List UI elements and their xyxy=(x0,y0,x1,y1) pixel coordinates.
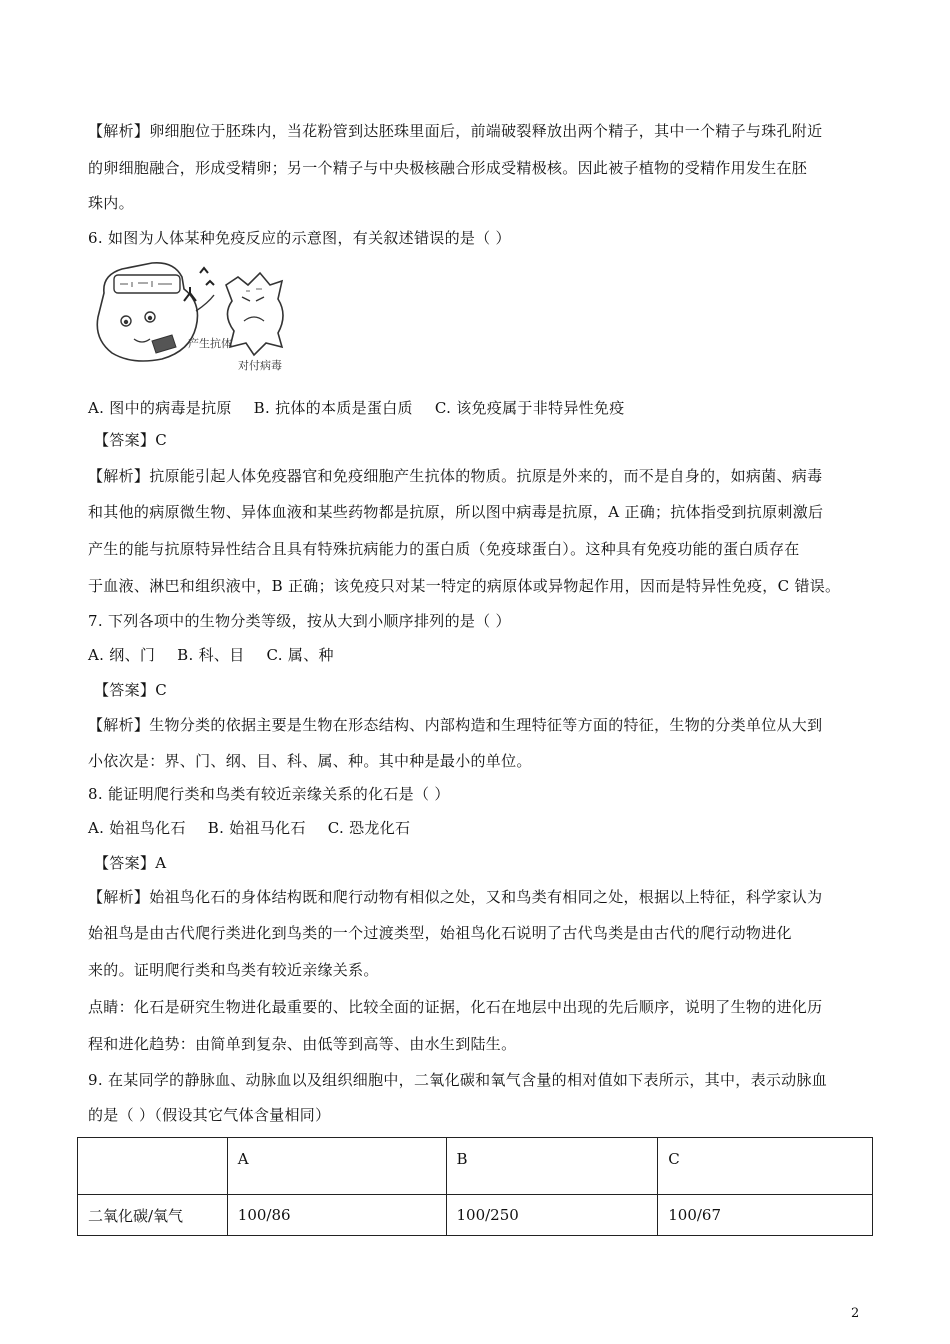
q8-option-c: C. 恐龙化石 xyxy=(327,819,411,837)
table-header-cell xyxy=(78,1138,228,1195)
q6-analysis-line-3: 产生的能与抗原特异性结合且具有特殊抗病能力的蛋白质（免疫球蛋白）。这种具有免疫功能的蛋白质存在 xyxy=(88,540,800,558)
q8-analysis-line-2: 始祖鸟是由古代爬行类进化到鸟类的一个过渡类型，始祖鸟化石说明了古代鸟类是由古代的爬行动物进化 xyxy=(88,924,792,942)
table-header-cell: B xyxy=(446,1138,658,1195)
q8-note-line-1: 点睛：化石是研究生物进化最重要的、比较全面的证据，化石在地层中出现的先后顺序，说明了生物的进化历 xyxy=(88,998,823,1016)
q8-options xyxy=(88,818,410,838)
q8-option-a: A. 始祖鸟化石 xyxy=(88,819,186,837)
q6-options xyxy=(88,398,625,418)
immune-response-illustration xyxy=(92,255,302,375)
table-cell: 100/250 xyxy=(446,1195,658,1236)
table-header-row xyxy=(78,1138,873,1195)
q7-analysis-line-1: 【解析】生物分类的依据主要是生物在形态结构、内部构造和生理特征等方面的特征，生物的分类单位从大到 xyxy=(88,716,823,734)
q6-option-a: A. 图中的病毒是抗原 xyxy=(88,399,232,417)
q8-analysis-line-3: 来的。证明爬行类和鸟类有较近亲缘关系。 xyxy=(88,961,379,979)
table-cell: 100/67 xyxy=(658,1195,873,1236)
q6-answer: 【答案】C xyxy=(94,431,167,449)
figure-label-antibody: 产生抗体 xyxy=(188,337,232,350)
q7-option-b: B. 科、目 xyxy=(177,646,245,664)
table-row xyxy=(78,1195,873,1236)
q5-analysis-line-1: 【解析】卵细胞位于胚珠内，当花粉管到达胚珠里面后，前端破裂释放出两个精子，其中一个精子与珠孔附近 xyxy=(88,122,823,140)
q8-note-line-2: 程和进化趋势：由简单到复杂、由低等到高等、由水生到陆生。 xyxy=(88,1035,517,1053)
gas-content-table xyxy=(77,1137,873,1236)
q7-answer: 【答案】C xyxy=(94,681,167,699)
q8-analysis-line-1: 【解析】始祖鸟化石的身体结构既和爬行动物有相似之处，又和鸟类有相同之处，根据以上特征，科学家认为 xyxy=(88,888,823,906)
q9-stem-line-1: 9. 在某同学的静脉血、动脉血以及组织细胞中，二氧化碳和氧气含量的相对值如下表所示，其中，表示动脉血 xyxy=(88,1071,828,1089)
q9-stem-line-2: 的是（ ）（假设其它气体含量相同） xyxy=(88,1106,331,1124)
q7-stem: 7. 下列各项中的生物分类等级，按从大到小顺序排列的是（ ） xyxy=(88,612,511,630)
q6-analysis-line-2: 和其他的病原微生物、异体血液和某些药物都是抗原，所以图中病毒是抗原，A 正确；抗体指受到抗原刺激后 xyxy=(88,503,824,521)
table-header-cell: A xyxy=(227,1138,446,1195)
table-header-cell: C xyxy=(658,1138,873,1195)
q8-option-b: B. 始祖马化石 xyxy=(207,819,306,837)
q6-option-c: C. 该免疫属于非特异性免疫 xyxy=(434,399,625,417)
q7-option-c: C. 属、种 xyxy=(266,646,334,664)
q7-analysis-line-2: 小依次是：界、门、纲、目、科、属、种。其中种是最小的单位。 xyxy=(88,752,532,770)
q6-analysis-line-1: 【解析】抗原能引起人体免疫器官和免疫细胞产生抗体的物质。抗原是外来的，而不是自身的，如病菌、病毒 xyxy=(88,467,823,485)
q6-analysis-line-4: 于血液、淋巴和组织液中，B 正确；该免疫只对某一特定的病原体或异物起作用，因而是特异性免疫，C 错误。 xyxy=(88,577,841,595)
q7-options xyxy=(88,645,334,665)
q8-answer: 【答案】A xyxy=(94,854,167,872)
page-number: 2 xyxy=(851,1306,860,1321)
q5-analysis-line-3: 珠内。 xyxy=(88,194,134,212)
figure-label-virus: 对付病毒 xyxy=(238,359,282,372)
q6-stem: 6. 如图为人体某种免疫反应的示意图，有关叙述错误的是（ ） xyxy=(88,229,511,247)
q8-stem: 8. 能证明爬行类和鸟类有较近亲缘关系的化石是（ ） xyxy=(88,785,450,803)
table-cell: 100/86 xyxy=(227,1195,446,1236)
table-cell: 二氧化碳/氧气 xyxy=(78,1195,228,1236)
q6-option-b: B. 抗体的本质是蛋白质 xyxy=(253,399,413,417)
q7-option-a: A. 纲、门 xyxy=(88,646,156,664)
q5-analysis-line-2: 的卵细胞融合，形成受精卵；另一个精子与中央极核融合形成受精极核。因此被子植物的受精作用发生在胚 xyxy=(88,159,808,177)
